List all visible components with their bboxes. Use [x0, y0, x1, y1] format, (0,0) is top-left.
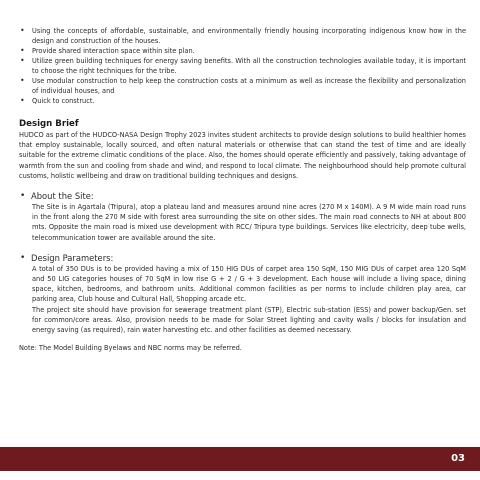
about-site-text: The Site is in Agartala (Tripura), atop a plateau land and measures around nine acres (270 M x 140M). A 9 M wide main road runs in the front along the 270 M side with forest area surrounding the site on other sides. The main road connects to NH at about 800 mts. Opposite the main road is mixed use development with RCC/ Tripura type buildings. Services like electricity, deep tube wells, telecommunication tower are available around the site.: [32, 203, 466, 242]
list-item: • Provide shared interaction space within site plan.: [19, 46, 466, 56]
document-page: [19, 26, 466, 353]
list-item: • Quick to construct.: [19, 96, 466, 106]
list-item: • Utilize green building techniques for energy saving benefits. With all the construction technologies available today, it is important to choose the right techniques for the tribe.: [19, 56, 466, 76]
design-parameters-heading: • Design Parameters:: [19, 253, 466, 264]
page-number: 03: [451, 453, 465, 464]
list-item: • Using the concepts of affordable, sustainable, and environmentally friendly housing incorporating indigenous know how in the design and construction of the houses.: [19, 26, 466, 46]
list-item: • Use modular construction to help keep the construction costs at a minimum as well as increase the flexibility and personalization of individual houses, and: [19, 76, 466, 96]
footer-bar: [0, 447, 480, 471]
design-brief-heading: Design Brief: [19, 119, 79, 129]
about-site-heading: • About the Site:: [19, 191, 466, 202]
design-brief-text: HUDCO as part of the HUDCO-NASA Design Trophy 2023 invites student architects to provide design solutions to build healthier homes that employ sustainable, locally sourced, and often natural materials or otherwise that can stand the test of time and are ideally suitable for the extreme climatic conditions of the place. Also, the homes should operate efficiently and passively, taking advantage of warmth from the sun and cooling from shade and wind, and respond to local climate. The neighbourhood should help promote cultural customs, holistic wellbeing and draw on traditional building techniques and designs.: [19, 131, 466, 180]
note-text: Note: The Model Building Byelaws and NBC norms may be referred.: [19, 344, 242, 353]
design-parameters-section: [19, 253, 466, 335]
about-site-section: [19, 191, 466, 243]
intro-bullet-list: [19, 26, 466, 106]
design-parameters-text-2: The project site should have provision for sewerage treatment plant (STP), Electric sub-station (ESS) and power backup/Gen. set for common/core areas. Also, provision needs to be made for Solar Street lighting and cavity walls / blocks for insulation and energy saving (as required), rain water harvesting etc. and other facilities as deemed necessary.: [32, 305, 466, 335]
design-parameters-text-1: A total of 350 DUs is to be provided having a mix of 150 HIG DUs of carpet area 150 SqM, 150 MIG DUs of carpet area 120 SqM and 50 LIG categories houses of 70 SqM in low rise G + 2 / G + 3 development. Each house will include a living space, dining space, kitchen, bedrooms, and bathroom units. Additional common facilities as per norms to include children play area, car parking area, Club house and Cultural Hall, Shopping arcade etc.: [32, 264, 466, 304]
